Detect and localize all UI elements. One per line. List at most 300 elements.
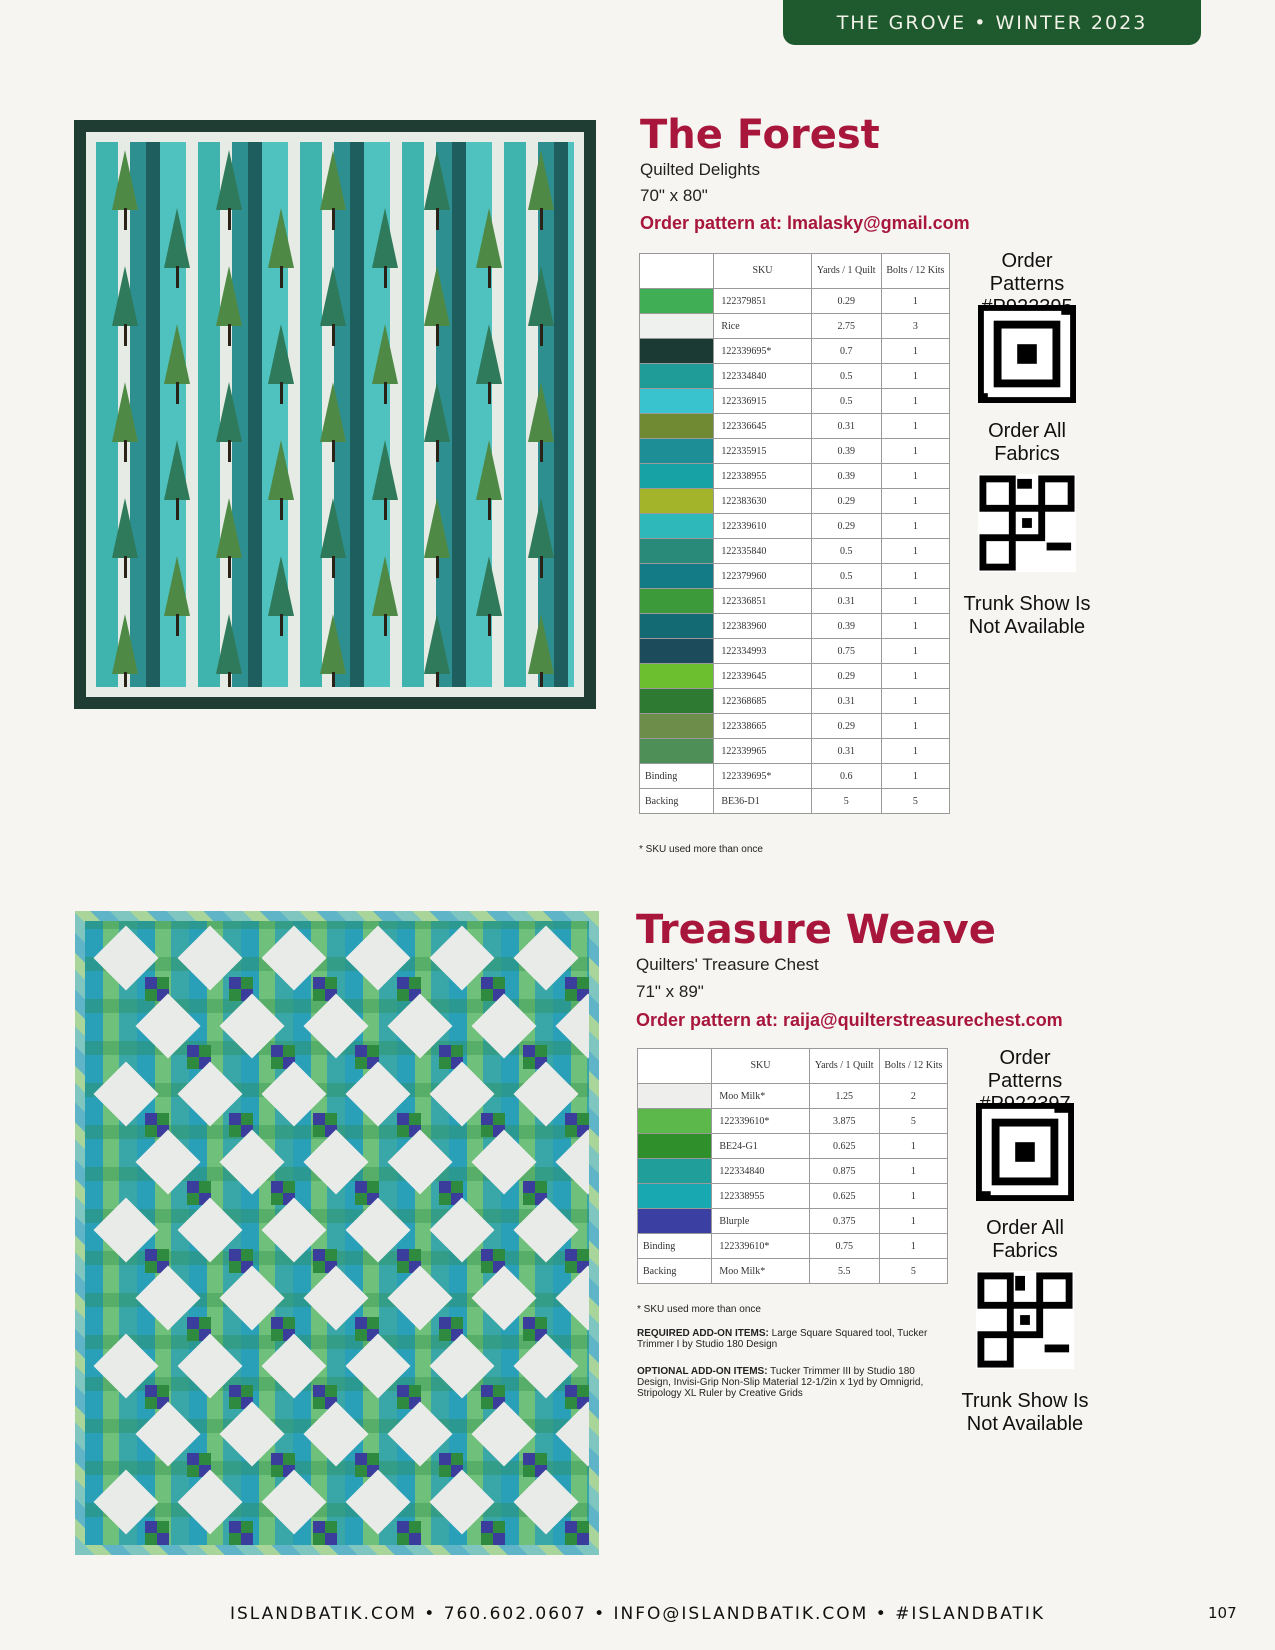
fabric-bolts: 1 bbox=[879, 1134, 947, 1159]
fabric-sku: 122339965 bbox=[714, 739, 811, 764]
four-patch-motif bbox=[145, 1521, 157, 1533]
fabric-row bbox=[638, 1259, 948, 1284]
fabric-yards: 0.39 bbox=[811, 439, 881, 464]
fabric-bolts: 5 bbox=[879, 1259, 947, 1284]
quilt1-order-pattern[interactable]: Order pattern at: lmalasky@gmail.com bbox=[640, 213, 970, 233]
fabric-yards: 0.75 bbox=[809, 1234, 879, 1259]
tree-motif bbox=[320, 382, 346, 442]
fabric-swatch bbox=[640, 739, 714, 764]
quilt2-order-pattern[interactable]: Order pattern at: raija@quilterstreasurechest.com bbox=[636, 1010, 1063, 1030]
quilt1-title: The Forest bbox=[640, 112, 880, 158]
tree-motif bbox=[216, 614, 242, 674]
tree-trunk bbox=[540, 324, 543, 346]
tree-trunk bbox=[436, 672, 439, 687]
four-patch-motif bbox=[271, 1317, 283, 1329]
fabric-bolts: 1 bbox=[881, 389, 949, 414]
quilt2-size: 71" x 89" bbox=[636, 982, 704, 1001]
fabric-yards: 0.75 bbox=[811, 639, 881, 664]
fabric-row bbox=[640, 664, 950, 689]
fabric-row bbox=[640, 364, 950, 389]
tree-motif bbox=[528, 382, 554, 442]
fabric-yards: 0.375 bbox=[809, 1209, 879, 1234]
fabric-sku: 122379851 bbox=[714, 289, 811, 314]
fabric-bolts: 1 bbox=[881, 689, 949, 714]
four-patch-motif bbox=[397, 1385, 409, 1397]
table-header-sku: SKU bbox=[712, 1049, 809, 1084]
fabric-bolts: 1 bbox=[881, 714, 949, 739]
tree-motif bbox=[424, 498, 450, 558]
fabric-sku: 122335840 bbox=[714, 539, 811, 564]
fabric-yards: 0.31 bbox=[811, 414, 881, 439]
fabric-yards: 0.29 bbox=[811, 714, 881, 739]
tree-trunk bbox=[228, 324, 231, 346]
tree-motif bbox=[476, 556, 502, 616]
fabric-bolts: 1 bbox=[881, 514, 949, 539]
fabric-sku: 122338955 bbox=[714, 464, 811, 489]
tree-trunk bbox=[540, 556, 543, 578]
fabric-swatch: Backing bbox=[640, 789, 714, 814]
fabric-sku: Moo Milk* bbox=[712, 1084, 809, 1109]
fabric-sku: 122339610 bbox=[714, 514, 811, 539]
fabric-sku: BE24-G1 bbox=[712, 1134, 809, 1159]
fabric-sku: 122334840 bbox=[712, 1159, 809, 1184]
quilt1-fabric-table bbox=[639, 253, 950, 814]
tree-trunk bbox=[436, 556, 439, 578]
page-number: 107 bbox=[1208, 1604, 1237, 1622]
tree-motif bbox=[268, 208, 294, 268]
fabric-swatch bbox=[640, 689, 714, 714]
quilt1-order-fabrics-label: Order All Fabrics bbox=[988, 420, 1066, 465]
tree-motif bbox=[216, 382, 242, 442]
tree-motif bbox=[320, 614, 346, 674]
fabric-swatch bbox=[640, 639, 714, 664]
fabric-yards: 0.6 bbox=[811, 764, 881, 789]
fabric-row bbox=[638, 1084, 948, 1109]
tree-trunk bbox=[176, 266, 179, 288]
quilt1-designer: Quilted Delights bbox=[640, 160, 761, 179]
fabric-row bbox=[640, 589, 950, 614]
four-patch-motif bbox=[229, 1249, 241, 1261]
fabric-bolts: 1 bbox=[881, 289, 949, 314]
fabric-bolts: 1 bbox=[881, 614, 949, 639]
fabric-swatch bbox=[640, 589, 714, 614]
tree-motif bbox=[424, 150, 450, 210]
tree-motif bbox=[268, 324, 294, 384]
fabric-yards: 0.29 bbox=[811, 489, 881, 514]
fabric-yards: 0.39 bbox=[811, 464, 881, 489]
fabric-row bbox=[638, 1134, 948, 1159]
four-patch-motif bbox=[313, 1521, 325, 1533]
table-header-swatch bbox=[640, 254, 714, 289]
tree-motif bbox=[476, 324, 502, 384]
fabric-swatch bbox=[640, 289, 714, 314]
fabric-swatch bbox=[640, 389, 714, 414]
fabric-yards: 0.625 bbox=[809, 1184, 879, 1209]
fabric-row bbox=[640, 439, 950, 464]
fabric-row bbox=[638, 1184, 948, 1209]
tree-motif bbox=[112, 266, 138, 326]
table-header-bolts: Bolts / 12 Kits bbox=[881, 254, 949, 289]
fabric-swatch bbox=[640, 364, 714, 389]
tree-motif bbox=[268, 440, 294, 500]
four-patch-motif bbox=[313, 1249, 325, 1261]
fabric-sku: Rice bbox=[714, 314, 811, 339]
fabric-sku: 122379960 bbox=[714, 564, 811, 589]
fabric-sku: 122334993 bbox=[714, 639, 811, 664]
four-patch-motif bbox=[355, 1453, 367, 1465]
quilt2-pattern-qr-code[interactable] bbox=[976, 1103, 1074, 1201]
fabric-row bbox=[640, 739, 950, 764]
tree-trunk bbox=[124, 556, 127, 578]
tree-trunk bbox=[540, 672, 543, 687]
fabric-yards: 3.875 bbox=[809, 1109, 879, 1134]
fabric-row bbox=[640, 389, 950, 414]
quilt2-fabrics-qr-code[interactable] bbox=[976, 1271, 1074, 1369]
fabric-swatch bbox=[640, 714, 714, 739]
fabric-row bbox=[640, 789, 950, 814]
quilt1-order-patterns-label: Order Patterns bbox=[989, 250, 1065, 295]
fabric-bolts: 1 bbox=[879, 1234, 947, 1259]
tree-motif bbox=[320, 150, 346, 210]
fabric-sku: 122368685 bbox=[714, 689, 811, 714]
four-patch-motif bbox=[523, 1317, 535, 1329]
diamond-motif bbox=[555, 1401, 589, 1466]
four-patch-motif bbox=[439, 1453, 451, 1465]
table-header-swatch bbox=[638, 1049, 712, 1084]
fabric-swatch bbox=[640, 564, 714, 589]
tree-motif bbox=[528, 498, 554, 558]
four-patch-motif bbox=[565, 977, 577, 989]
fabric-swatch bbox=[640, 464, 714, 489]
fabric-yards: 5 bbox=[811, 789, 881, 814]
tree-trunk bbox=[540, 208, 543, 230]
tree-trunk bbox=[488, 382, 491, 404]
fabric-row bbox=[638, 1109, 948, 1134]
fabric-swatch bbox=[638, 1109, 712, 1134]
tree-motif bbox=[112, 498, 138, 558]
four-patch-motif bbox=[565, 1113, 577, 1125]
tree-motif bbox=[164, 556, 190, 616]
fabric-swatch: Binding bbox=[638, 1234, 712, 1259]
tree-motif bbox=[268, 556, 294, 616]
the-forest-quilt-image bbox=[74, 120, 596, 709]
tree-trunk bbox=[436, 208, 439, 230]
fabric-swatch bbox=[640, 414, 714, 439]
quilt1-fabrics-qr-code[interactable] bbox=[978, 474, 1076, 572]
fabric-bolts: 1 bbox=[881, 414, 949, 439]
tree-trunk bbox=[280, 266, 283, 288]
four-patch-motif bbox=[397, 977, 409, 989]
tree-motif bbox=[528, 614, 554, 674]
tree-motif bbox=[372, 324, 398, 384]
tree-trunk bbox=[280, 614, 283, 636]
diamond-motif bbox=[555, 993, 589, 1058]
tree-motif bbox=[216, 150, 242, 210]
tree-motif bbox=[164, 208, 190, 268]
fabric-yards: 0.7 bbox=[811, 339, 881, 364]
fabric-yards: 0.31 bbox=[811, 689, 881, 714]
fabric-yards: 2.75 bbox=[811, 314, 881, 339]
fabric-bolts: 3 bbox=[881, 314, 949, 339]
tree-trunk bbox=[436, 324, 439, 346]
four-patch-motif bbox=[271, 1181, 283, 1193]
fabric-bolts: 1 bbox=[881, 764, 949, 789]
fabric-sku: 122339610* bbox=[712, 1234, 809, 1259]
fabric-yards: 1.25 bbox=[809, 1084, 879, 1109]
tree-motif bbox=[216, 498, 242, 558]
four-patch-motif bbox=[229, 1385, 241, 1397]
four-patch-motif bbox=[187, 1317, 199, 1329]
four-patch-motif bbox=[313, 1385, 325, 1397]
fabric-row bbox=[640, 689, 950, 714]
tree-trunk bbox=[176, 382, 179, 404]
tree-trunk bbox=[540, 440, 543, 462]
fabric-yards: 0.31 bbox=[811, 589, 881, 614]
tree-motif bbox=[424, 614, 450, 674]
fabric-bolts: 1 bbox=[881, 539, 949, 564]
fabric-sku: 122335915 bbox=[714, 439, 811, 464]
tree-motif bbox=[320, 266, 346, 326]
tree-motif bbox=[112, 150, 138, 210]
tree-trunk bbox=[124, 440, 127, 462]
tree-trunk bbox=[176, 614, 179, 636]
tree-motif bbox=[372, 556, 398, 616]
fabric-swatch bbox=[640, 314, 714, 339]
tree-motif bbox=[372, 208, 398, 268]
tree-motif bbox=[424, 266, 450, 326]
tree-trunk bbox=[176, 498, 179, 520]
quilt2-trunk-show-label: Trunk Show Is Not Available bbox=[961, 1390, 1089, 1435]
four-patch-motif bbox=[145, 1113, 157, 1125]
fabric-swatch bbox=[638, 1184, 712, 1209]
fabric-sku: 122336851 bbox=[714, 589, 811, 614]
four-patch-motif bbox=[397, 1521, 409, 1533]
tree-trunk bbox=[228, 672, 231, 687]
tree-trunk bbox=[384, 614, 387, 636]
fabric-bolts: 1 bbox=[881, 564, 949, 589]
quilt2-footnote: * SKU used more than once bbox=[637, 1304, 761, 1315]
tree-motif bbox=[164, 324, 190, 384]
four-patch-motif bbox=[187, 1181, 199, 1193]
tree-motif bbox=[216, 266, 242, 326]
quilt2-fabric-table bbox=[637, 1048, 948, 1284]
fabric-sku: 122338955 bbox=[712, 1184, 809, 1209]
fabric-yards: 0.875 bbox=[809, 1159, 879, 1184]
tree-trunk bbox=[488, 498, 491, 520]
fabric-sku: 122339695* bbox=[714, 764, 811, 789]
tree-trunk bbox=[332, 556, 335, 578]
tree-trunk bbox=[228, 208, 231, 230]
fabric-yards: 5.5 bbox=[809, 1259, 879, 1284]
quilt1-pattern-qr-code[interactable] bbox=[978, 305, 1076, 403]
fabric-bolts: 1 bbox=[881, 364, 949, 389]
fabric-yards: 0.5 bbox=[811, 389, 881, 414]
fabric-sku: 122339645 bbox=[714, 664, 811, 689]
tree-trunk bbox=[332, 672, 335, 687]
treasure-weave-quilt-image bbox=[75, 911, 599, 1555]
fabric-bolts: 1 bbox=[879, 1159, 947, 1184]
fabric-sku: 122336915 bbox=[714, 389, 811, 414]
tree-trunk bbox=[384, 382, 387, 404]
fabric-row bbox=[640, 539, 950, 564]
fabric-bolts: 1 bbox=[881, 589, 949, 614]
fabric-swatch bbox=[640, 664, 714, 689]
fabric-bolts: 1 bbox=[881, 489, 949, 514]
fabric-row bbox=[640, 489, 950, 514]
fabric-row bbox=[640, 614, 950, 639]
fabric-row bbox=[640, 314, 950, 339]
header-tab: THE GROVE • WINTER 2023 bbox=[783, 0, 1201, 45]
quilt1-size: 70" x 80" bbox=[640, 186, 708, 205]
four-patch-motif bbox=[355, 1317, 367, 1329]
tree-trunk bbox=[332, 208, 335, 230]
quilt1-footnote: * SKU used more than once bbox=[639, 844, 763, 855]
fabric-row bbox=[640, 639, 950, 664]
fabric-swatch bbox=[640, 339, 714, 364]
fabric-bolts: 1 bbox=[881, 664, 949, 689]
table-header-yards: Yards / 1 Quilt bbox=[809, 1049, 879, 1084]
fabric-swatch bbox=[640, 514, 714, 539]
four-patch-motif bbox=[397, 1113, 409, 1125]
four-patch-motif bbox=[481, 1113, 493, 1125]
four-patch-motif bbox=[145, 977, 157, 989]
fabric-bolts: 1 bbox=[879, 1209, 947, 1234]
four-patch-motif bbox=[481, 1385, 493, 1397]
four-patch-motif bbox=[187, 1045, 199, 1057]
fabric-yards: 0.625 bbox=[809, 1134, 879, 1159]
tree-trunk bbox=[488, 266, 491, 288]
quilt2-required-addons: REQUIRED ADD-ON ITEMS: Large Square Squared tool, Tucker Trimmer I by Studio 180 Design bbox=[637, 1328, 928, 1350]
fabric-row bbox=[640, 514, 950, 539]
fabric-bolts: 1 bbox=[881, 464, 949, 489]
four-patch-motif bbox=[229, 1521, 241, 1533]
fabric-sku: 122334840 bbox=[714, 364, 811, 389]
diamond-motif bbox=[555, 1265, 589, 1330]
diamond-motif bbox=[555, 1129, 589, 1194]
four-patch-motif bbox=[355, 1045, 367, 1057]
tree-trunk bbox=[384, 266, 387, 288]
fabric-bolts: 1 bbox=[881, 739, 949, 764]
fabric-row bbox=[640, 289, 950, 314]
four-patch-motif bbox=[313, 1113, 325, 1125]
fabric-swatch: Binding bbox=[640, 764, 714, 789]
tree-trunk bbox=[280, 498, 283, 520]
tree-trunk bbox=[124, 324, 127, 346]
fabric-bolts: 1 bbox=[881, 339, 949, 364]
fabric-row bbox=[638, 1159, 948, 1184]
four-patch-motif bbox=[481, 1521, 493, 1533]
fabric-yards: 0.29 bbox=[811, 514, 881, 539]
tree-motif bbox=[424, 382, 450, 442]
four-patch-motif bbox=[523, 1453, 535, 1465]
fabric-yards: 0.5 bbox=[811, 539, 881, 564]
fabric-row bbox=[640, 464, 950, 489]
fabric-swatch bbox=[640, 539, 714, 564]
fabric-yards: 0.31 bbox=[811, 739, 881, 764]
tree-trunk bbox=[228, 556, 231, 578]
four-patch-motif bbox=[271, 1045, 283, 1057]
tree-motif bbox=[476, 208, 502, 268]
fabric-swatch bbox=[638, 1209, 712, 1234]
four-patch-motif bbox=[439, 1181, 451, 1193]
four-patch-motif bbox=[313, 977, 325, 989]
tree-trunk bbox=[488, 614, 491, 636]
four-patch-motif bbox=[439, 1045, 451, 1057]
tree-trunk bbox=[332, 440, 335, 462]
table-header-yards: Yards / 1 Quilt bbox=[811, 254, 881, 289]
fabric-yards: 0.39 bbox=[811, 614, 881, 639]
tree-trunk bbox=[384, 498, 387, 520]
four-patch-motif bbox=[145, 1385, 157, 1397]
four-patch-motif bbox=[523, 1181, 535, 1193]
fabric-swatch bbox=[640, 489, 714, 514]
fabric-bolts: 1 bbox=[881, 439, 949, 464]
four-patch-motif bbox=[565, 1385, 577, 1397]
four-patch-motif bbox=[187, 1453, 199, 1465]
four-patch-motif bbox=[397, 1249, 409, 1261]
footer-contact: ISLANDBATIK.COM • 760.602.0607 • INFO@ISLANDBATIK.COM • #ISLANDBATIK bbox=[229, 1604, 1046, 1624]
tree-motif bbox=[112, 382, 138, 442]
tree-motif bbox=[112, 614, 138, 674]
fabric-sku: Moo Milk* bbox=[712, 1259, 809, 1284]
fabric-swatch bbox=[638, 1084, 712, 1109]
fabric-yards: 0.29 bbox=[811, 664, 881, 689]
table-header-sku: SKU bbox=[714, 254, 811, 289]
tree-motif bbox=[372, 440, 398, 500]
tree-trunk bbox=[280, 382, 283, 404]
fabric-sku: 122339695* bbox=[714, 339, 811, 364]
fabric-bolts: 2 bbox=[879, 1084, 947, 1109]
fabric-bolts: 5 bbox=[879, 1109, 947, 1134]
four-patch-motif bbox=[565, 1521, 577, 1533]
quilt2-optional-addons: OPTIONAL ADD-ON ITEMS: Tucker Trimmer III by Studio 180 Design, Invisi-Grip Non-Slip Material 12-1/2in x 1yd by Omnigrid, Stripology XL Ruler by Creative Grids bbox=[637, 1366, 924, 1399]
table-header-bolts: Bolts / 12 Kits bbox=[879, 1049, 947, 1084]
fabric-swatch bbox=[640, 614, 714, 639]
fabric-swatch bbox=[638, 1134, 712, 1159]
fabric-swatch bbox=[638, 1159, 712, 1184]
fabric-row bbox=[640, 414, 950, 439]
tree-trunk bbox=[228, 440, 231, 462]
fabric-swatch bbox=[640, 439, 714, 464]
quilt2-designer: Quilters' Treasure Chest bbox=[636, 955, 819, 974]
four-patch-motif bbox=[439, 1317, 451, 1329]
fabric-sku: 122338665 bbox=[714, 714, 811, 739]
four-patch-motif bbox=[481, 1249, 493, 1261]
fabric-sku: Blurple bbox=[712, 1209, 809, 1234]
quilt1-trunk-show-label: Trunk Show Is Not Available bbox=[963, 593, 1091, 638]
fabric-bolts: 1 bbox=[879, 1184, 947, 1209]
fabric-row bbox=[640, 564, 950, 589]
fabric-sku: 122336645 bbox=[714, 414, 811, 439]
fabric-sku: 122383630 bbox=[714, 489, 811, 514]
fabric-yards: 0.5 bbox=[811, 564, 881, 589]
fabric-swatch: Backing bbox=[638, 1259, 712, 1284]
tree-trunk bbox=[124, 672, 127, 687]
four-patch-motif bbox=[145, 1249, 157, 1261]
tree-trunk bbox=[124, 208, 127, 230]
four-patch-motif bbox=[355, 1181, 367, 1193]
four-patch-motif bbox=[229, 1113, 241, 1125]
fabric-row bbox=[638, 1234, 948, 1259]
tree-trunk bbox=[332, 324, 335, 346]
quilt2-title: Treasure Weave bbox=[636, 907, 996, 953]
fabric-row bbox=[640, 714, 950, 739]
tree-motif bbox=[528, 150, 554, 210]
tree-motif bbox=[164, 440, 190, 500]
fabric-sku: 122339610* bbox=[712, 1109, 809, 1134]
tree-motif bbox=[476, 440, 502, 500]
four-patch-motif bbox=[481, 977, 493, 989]
